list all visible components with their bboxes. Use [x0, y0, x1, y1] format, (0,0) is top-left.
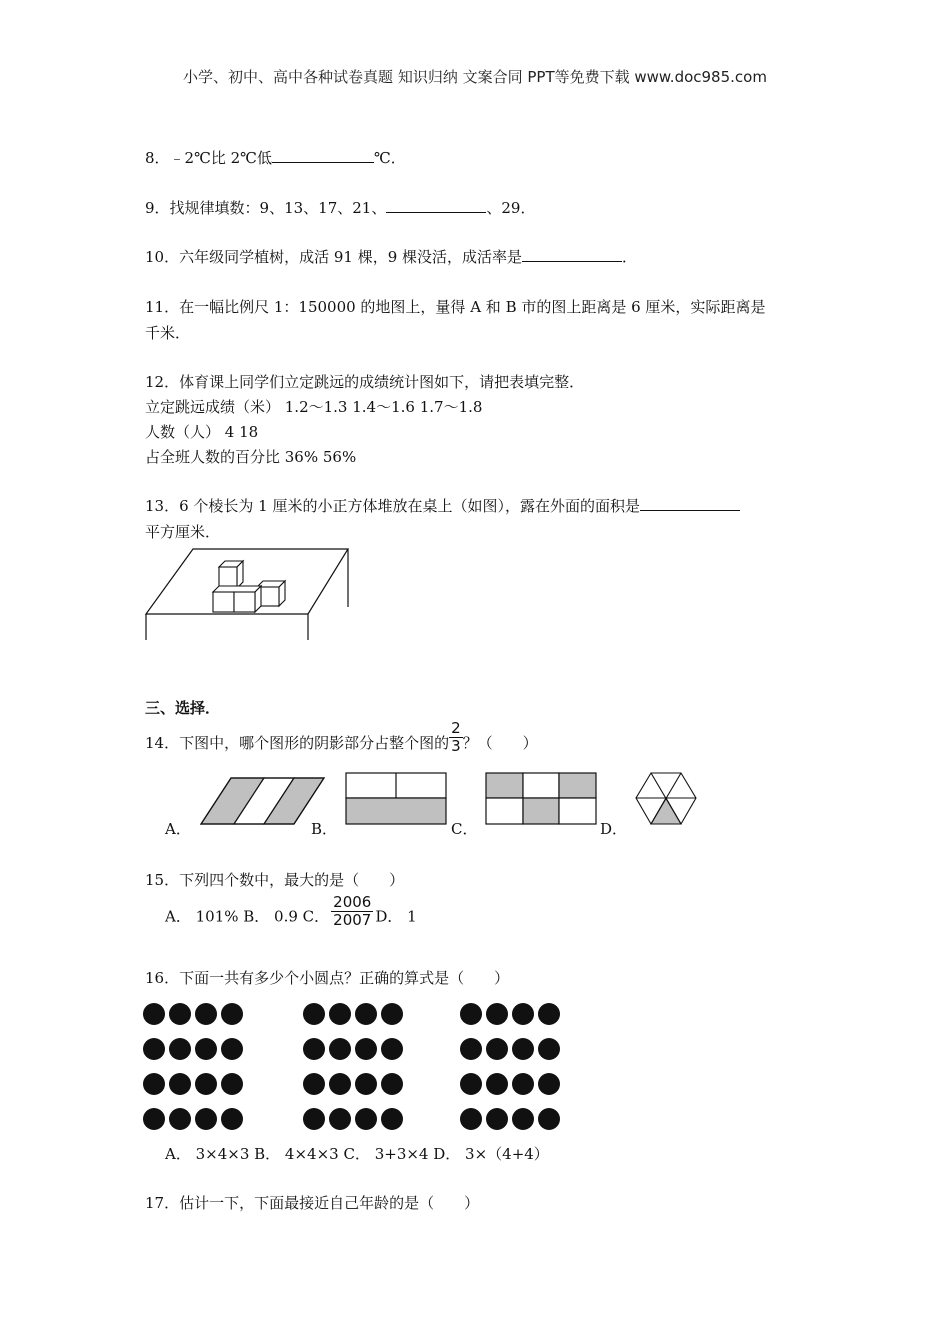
- dot: [538, 1108, 560, 1130]
- dot: [303, 1073, 325, 1095]
- dot: [329, 1073, 351, 1095]
- dot: [195, 1038, 217, 1060]
- question-16-options[interactable]: A． 3×4×3 B． 4×4×3 C． 3+3×4 D． 3×（4+4）: [165, 1145, 549, 1163]
- dot: [460, 1073, 482, 1095]
- dot: [512, 1038, 534, 1060]
- dot: [381, 1038, 403, 1060]
- dot: [355, 1003, 377, 1025]
- dot: [460, 1108, 482, 1130]
- dot: [169, 1038, 191, 1060]
- question-12-title: 12．体育课上同学们立定跳远的成绩统计图如下，请把表填完整．: [145, 373, 585, 391]
- dot: [486, 1108, 508, 1130]
- dot: [538, 1073, 560, 1095]
- dot: [143, 1038, 165, 1060]
- option-d[interactable]: D． 1: [375, 907, 417, 926]
- dot: [538, 1003, 560, 1025]
- dot: [221, 1003, 243, 1025]
- dot: [381, 1003, 403, 1025]
- question-11-line2: 千米．: [145, 324, 191, 342]
- dot: [195, 1003, 217, 1025]
- question-8-text: 8．﹣2℃比 2℃低: [145, 149, 272, 167]
- dot: [486, 1073, 508, 1095]
- fraction-numerator: 2006: [333, 893, 372, 911]
- option-a-b[interactable]: A． 101% B． 0.9 C．: [165, 907, 330, 926]
- section-title: 三、选择．: [145, 699, 221, 717]
- fraction-denominator: 2007: [333, 911, 372, 929]
- question-17-stem: 17．估计一下，下面最接近自己年龄的是（ ）: [145, 1194, 480, 1212]
- fraction-numerator: 2: [451, 718, 461, 737]
- question-14-text: 14．下图中，哪个图形的阴影部分占整个图的: [145, 734, 450, 752]
- dot: [329, 1108, 351, 1130]
- dot: [303, 1038, 325, 1060]
- dot: [221, 1108, 243, 1130]
- question-15-stem: 15．下列四个数中，最大的是（ ）: [145, 871, 405, 889]
- option-b-label[interactable]: B．: [311, 820, 338, 838]
- dot: [538, 1038, 560, 1060]
- dot: [486, 1003, 508, 1025]
- dot: [303, 1108, 325, 1130]
- dot: [460, 1003, 482, 1025]
- question-13-text: 13．6 个棱长为 1 厘米的小正方体堆放在桌上（如图），露在外面的面积是: [145, 497, 640, 515]
- page-header: 小学、初中、高中各种试卷真题 知识归纳 文案合同 PPT等免费下载 www.doc985.com: [183, 68, 767, 86]
- dot: [143, 1108, 165, 1130]
- dot: [169, 1003, 191, 1025]
- dot: [143, 1003, 165, 1025]
- dot: [381, 1108, 403, 1130]
- question-12-row-percent: 占全班人数的百分比 36% 56%: [145, 448, 357, 466]
- dot: [512, 1108, 534, 1130]
- dot: [169, 1108, 191, 1130]
- dot: [195, 1073, 217, 1095]
- option-c-label[interactable]: C．: [451, 820, 478, 838]
- dot: [143, 1073, 165, 1095]
- dot: [303, 1003, 325, 1025]
- dot: [221, 1073, 243, 1095]
- question-14-tail: ？（ ）: [462, 734, 538, 752]
- dot: [355, 1108, 377, 1130]
- dot: [460, 1038, 482, 1060]
- option-a-label[interactable]: A．: [165, 820, 191, 838]
- question-9-text: 9．找规律填数：9、13、17、21、: [145, 199, 387, 217]
- option-d-label[interactable]: D．: [600, 820, 628, 838]
- question-8-unit: ℃．: [373, 149, 406, 167]
- question-10-text: 10．六年级同学植树，成活 91 棵，9 棵没活，成活率是: [145, 248, 523, 266]
- dot: [221, 1038, 243, 1060]
- question-12-row-count: 人数（人） 4 18: [145, 423, 259, 441]
- dot: [486, 1038, 508, 1060]
- dot: [355, 1073, 377, 1095]
- dot: [329, 1003, 351, 1025]
- dot: [329, 1038, 351, 1060]
- question-10-tail: ．: [622, 248, 638, 266]
- question-11-line1: 11．在一幅比例尺 1：150000 的地图上，量得 A 和 B 市的图上距离是 6 厘米，实际距离是: [145, 298, 766, 316]
- question-12-row-score: 立定跳远成绩（米） 1.2～1.3 1.4～1.6 1.7～1.8: [145, 398, 483, 416]
- dot: [169, 1073, 191, 1095]
- dot: [512, 1003, 534, 1025]
- fraction-denominator: 3: [451, 736, 461, 755]
- dot: [355, 1038, 377, 1060]
- dot: [381, 1073, 403, 1095]
- question-9-tail: 、29．: [486, 199, 536, 217]
- question-13-line2: 平方厘米．: [145, 523, 221, 541]
- dot: [512, 1073, 534, 1095]
- question-16-stem: 16．下面一共有多少个小圆点？正确的算式是（ ）: [145, 969, 510, 987]
- dot: [195, 1108, 217, 1130]
